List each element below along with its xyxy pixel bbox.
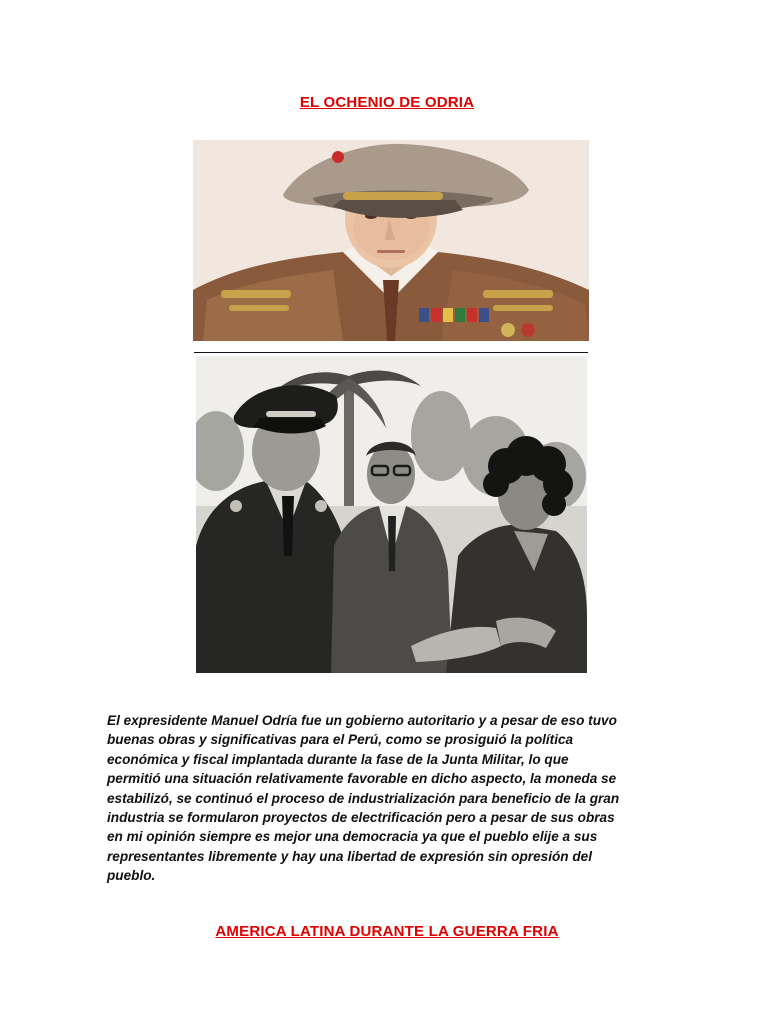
page-title: EL OCHENIO DE ODRIA — [299, 94, 475, 111]
portrait-illustration — [193, 140, 589, 341]
section-subheading: AMERICA LATINA DURANTE LA GUERRA FRIA — [215, 923, 559, 940]
bw-photo-illustration — [196, 356, 587, 673]
body-paragraph — [107, 711, 682, 886]
paragraph-line: El expresidente Manuel Odría fue un gobierno autoritario y a pesar de eso tuvo — [107, 713, 617, 728]
paragraph-line: pueblo. — [107, 868, 156, 884]
odria-portrait-photo — [193, 140, 589, 341]
paragraph-line: representantes libremente y hay una libertad de expresión sin opresión del — [107, 848, 592, 864]
paragraph-line: permitió una situación relativamente favorable en dicho aspecto, la moneda se — [107, 771, 617, 787]
paragraph-line: industria se formularon proyectos de electrificación pero a pesar de sus obras — [107, 810, 615, 826]
odria-greeting-photo — [196, 356, 587, 673]
paragraph-line: buenas obras y significativas para el Perú, como se prosiguió la política — [107, 732, 574, 748]
paragraph-line: estabilizó, se continuó el proceso de industrialización para beneficio de la gran — [107, 790, 620, 806]
image-divider — [194, 352, 588, 353]
paragraph-line: en mi opinión siempre es mejor una democracia ya que el pueblo elije a sus — [107, 829, 598, 845]
paragraph-line: económica y fiscal implantada durante la fase de la Junta Militar, lo que — [107, 751, 569, 767]
